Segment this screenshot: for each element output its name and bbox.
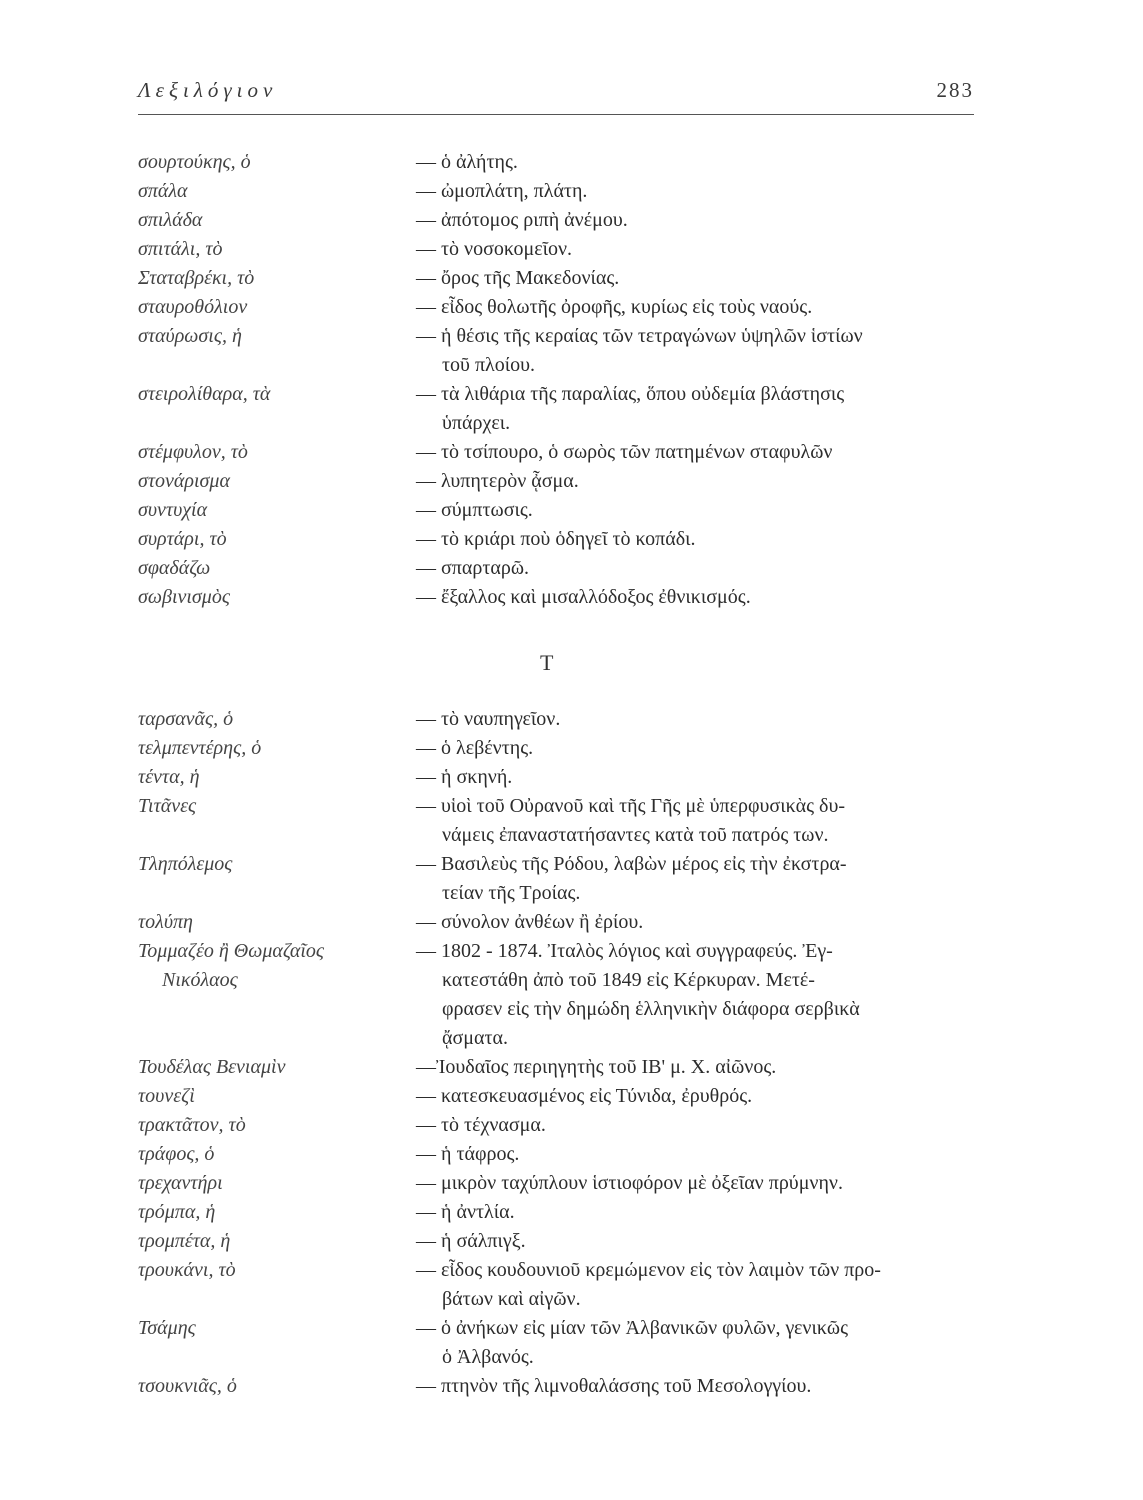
entry-term bbox=[138, 908, 416, 937]
glossary-entry bbox=[138, 1372, 988, 1401]
glossary-entry bbox=[138, 937, 988, 1053]
entry-term bbox=[138, 1256, 416, 1285]
entry-definition-line: — ὁ ἀλήτης. bbox=[416, 151, 518, 173]
entry-definition-line: — ἡ ἀντλία. bbox=[416, 1201, 515, 1223]
entry-definition bbox=[416, 467, 988, 496]
glossary-entry bbox=[138, 467, 988, 496]
entry-definition-line: — ἀπότομος ριπὴ ἀνέμου. bbox=[416, 209, 628, 231]
entry-term-line: ταρσανᾶς, ὁ bbox=[138, 708, 234, 730]
glossary-entry bbox=[138, 177, 988, 206]
entry-definition-line: — ἔξαλλος καὶ μισαλλόδοξος ἐθνικισμός. bbox=[416, 586, 751, 608]
glossary-entry bbox=[138, 1314, 988, 1372]
entry-term bbox=[138, 937, 416, 995]
entry-term bbox=[138, 496, 416, 525]
entry-definition-line: — σπαρταρῶ. bbox=[416, 557, 529, 579]
entry-definition bbox=[416, 322, 988, 380]
glossary-entry bbox=[138, 850, 988, 908]
entry-term-line: Τιτᾶνες bbox=[138, 795, 197, 817]
entry-definition-line: — ἡ σάλπιγξ. bbox=[416, 1230, 526, 1252]
glossary-entry bbox=[138, 1082, 988, 1111]
entry-definition bbox=[416, 1053, 988, 1082]
entry-definition bbox=[416, 850, 988, 908]
entry-definition-line: — ὠμοπλάτη, πλάτη. bbox=[416, 180, 588, 202]
entry-term bbox=[138, 438, 416, 467]
glossary-entry bbox=[138, 583, 988, 612]
glossary-entry bbox=[138, 1169, 988, 1198]
glossary-entry bbox=[138, 1111, 988, 1140]
entry-definition-line: — ἡ θέσις τῆς κεραίας τῶν τετραγώνων ὑψηλῶν ἱστίων bbox=[416, 325, 863, 347]
glossary-entry bbox=[138, 908, 988, 937]
entry-term bbox=[138, 264, 416, 293]
entry-definition bbox=[416, 525, 988, 554]
entry-definition-line: κατεστάθη ἀπὸ τοῦ 1849 εἰς Κέρκυραν. Μετέ- bbox=[442, 969, 815, 991]
entry-term-line: Τουδέλας Βενιαμὶν bbox=[138, 1056, 286, 1078]
glossary-section-tau bbox=[138, 705, 988, 1401]
entry-definition bbox=[416, 380, 988, 438]
entry-definition-line: — ἡ τάφρος. bbox=[416, 1143, 520, 1165]
entry-definition bbox=[416, 1140, 988, 1169]
entry-term bbox=[138, 1198, 416, 1227]
entry-definition-line: — τὰ λιθάρια τῆς παραλίας, ὅπου οὐδεμία βλάστησις bbox=[416, 383, 845, 405]
entry-term bbox=[138, 1169, 416, 1198]
entry-term bbox=[138, 734, 416, 763]
entry-term-line: σταυροθόλιον bbox=[138, 296, 248, 318]
entry-definition bbox=[416, 763, 988, 792]
entry-term-line: τελμπεντέρης, ὁ bbox=[138, 737, 262, 759]
entry-definition-line: βάτων καὶ αἰγῶν. bbox=[442, 1288, 581, 1310]
entry-definition-line: — ὄρος τῆς Μακεδονίας. bbox=[416, 267, 620, 289]
entry-term-line: τολύπη bbox=[138, 911, 193, 933]
entry-term-line: σφαδάζω bbox=[138, 557, 211, 579]
entry-term bbox=[138, 1314, 416, 1343]
entry-definition-line: ὁ Ἀλβανός. bbox=[442, 1346, 534, 1368]
entry-term-line: σωβινισμὸς bbox=[138, 586, 230, 608]
entry-term bbox=[138, 583, 416, 612]
entry-definition-line: — τὸ τέχνασμα. bbox=[416, 1114, 546, 1136]
entry-definition bbox=[416, 1314, 988, 1372]
glossary-entry bbox=[138, 293, 988, 322]
entry-term bbox=[138, 148, 416, 177]
entry-term-line: συρτάρι, τὸ bbox=[138, 528, 227, 550]
glossary-entry bbox=[138, 1198, 988, 1227]
entry-definition bbox=[416, 148, 988, 177]
entry-definition-line: — τὸ νοσοκομεῖον. bbox=[416, 238, 573, 260]
entry-term-line: σταύρωσις, ἡ bbox=[138, 325, 242, 347]
entry-term-line: Τσάμης bbox=[138, 1317, 196, 1339]
entry-term bbox=[138, 1053, 416, 1082]
entry-term bbox=[138, 705, 416, 734]
glossary-entry bbox=[138, 1227, 988, 1256]
entry-definition bbox=[416, 1256, 988, 1314]
entry-term bbox=[138, 763, 416, 792]
entry-term bbox=[138, 322, 416, 351]
entry-definition-line: — 1802 - 1874. Ἰταλὸς λόγιος καὶ συγγραφεύς. Ἐγ- bbox=[416, 940, 833, 962]
entry-term-line: Τληπόλεμος bbox=[138, 853, 233, 875]
entry-definition-line: — τὸ κριάρι ποὺ ὁδηγεῖ τὸ κοπάδι. bbox=[416, 528, 696, 550]
entry-definition bbox=[416, 1227, 988, 1256]
entry-definition bbox=[416, 1082, 988, 1111]
entry-definition bbox=[416, 705, 988, 734]
entry-term-line: τρουκάνι, τὸ bbox=[138, 1259, 236, 1281]
entry-definition-line: φρασεν εἰς τὴν δημώδη ἑλληνικὴν διάφορα σερβικὰ bbox=[442, 998, 860, 1020]
entry-definition bbox=[416, 264, 988, 293]
page-number: 283 bbox=[936, 78, 974, 102]
entry-term bbox=[138, 380, 416, 409]
entry-definition-line: — ὁ λεβέντης. bbox=[416, 737, 534, 759]
entry-definition-line: — ὁ ἀνήκων εἰς μίαν τῶν Ἀλβανικῶν φυλῶν, γενικῶς bbox=[416, 1317, 848, 1339]
entry-term-line: Σταταβρέκι, τὸ bbox=[138, 267, 255, 289]
entry-definition bbox=[416, 554, 988, 583]
glossary-entry bbox=[138, 380, 988, 438]
entry-term bbox=[138, 1140, 416, 1169]
entry-definition-line: — σύμπτωσις. bbox=[416, 499, 533, 521]
entry-term bbox=[138, 525, 416, 554]
entry-definition-line: — σύνολον ἀνθέων ἢ ἐρίου. bbox=[416, 911, 644, 933]
entry-definition-line: —Ἰουδαῖος περιηγητὴς τοῦ ΙΒ' μ. Χ. αἰῶνος. bbox=[416, 1056, 777, 1078]
entry-definition-line: — κατεσκευασμένος εἰς Τύνιδα, ἐρυθρός. bbox=[416, 1085, 753, 1107]
header-rule bbox=[138, 114, 974, 115]
entry-definition-line: — εἶδος κουδουνιοῦ κρεμώμενον εἰς τὸν λαιμὸν τῶν προ- bbox=[416, 1259, 881, 1281]
entry-definition-line: — μικρὸν ταχύπλουν ἱστιοφόρον μὲ ὀξεῖαν πρύμνην. bbox=[416, 1172, 843, 1194]
entry-term-line: τουνεζὶ bbox=[138, 1085, 195, 1107]
entry-term-line: τσουκνιᾶς, ὁ bbox=[138, 1375, 237, 1397]
entry-definition bbox=[416, 734, 988, 763]
entry-definition bbox=[416, 908, 988, 937]
glossary-entry bbox=[138, 206, 988, 235]
entry-term-line: Τομμαζέο ἢ Θωμαζαῖος bbox=[138, 940, 325, 962]
entry-term-line: σπιλάδα bbox=[138, 209, 203, 231]
entry-definition-line: — εἶδος θολωτῆς ὀροφῆς, κυρίως εἰς τοὺς ναούς. bbox=[416, 296, 813, 318]
entry-term-line: τρακτᾶτον, τὸ bbox=[138, 1114, 246, 1136]
entry-term bbox=[138, 235, 416, 264]
glossary-entry bbox=[138, 1140, 988, 1169]
entry-definition bbox=[416, 1111, 988, 1140]
entry-definition-line: — υἱοὶ τοῦ Οὐρανοῦ καὶ τῆς Γῆς μὲ ὑπερφυσικὰς δυ- bbox=[416, 795, 846, 817]
letter-heading: Τ bbox=[540, 650, 554, 675]
glossary-entry bbox=[138, 792, 988, 850]
entry-definition bbox=[416, 1372, 988, 1401]
glossary-entry bbox=[138, 235, 988, 264]
running-title: Λεξιλόγιον bbox=[138, 78, 278, 102]
entry-definition-line: τείαν τῆς Τροίας. bbox=[442, 882, 581, 904]
glossary-entry bbox=[138, 438, 988, 467]
entry-definition-line: — πτηνὸν τῆς λιμνοθαλάσσης τοῦ Μεσολογγίου. bbox=[416, 1375, 812, 1397]
entry-definition bbox=[416, 583, 988, 612]
entry-term bbox=[138, 1227, 416, 1256]
entry-term bbox=[138, 206, 416, 235]
entry-term bbox=[138, 1082, 416, 1111]
entry-term bbox=[138, 1372, 416, 1401]
glossary-entry bbox=[138, 1053, 988, 1082]
entry-term bbox=[138, 850, 416, 879]
entry-term bbox=[138, 792, 416, 821]
glossary-entry bbox=[138, 763, 988, 792]
entry-definition-line: ὑπάρχει. bbox=[442, 412, 511, 434]
glossary-entry bbox=[138, 496, 988, 525]
entry-term-line: συντυχία bbox=[138, 499, 208, 521]
entry-definition-line: — Βασιλεὺς τῆς Ρόδου, λαβὼν μέρος εἰς τὴν ἐκστρα- bbox=[416, 853, 847, 875]
entry-term-line: σπάλα bbox=[138, 180, 188, 202]
entry-definition bbox=[416, 792, 988, 850]
entry-definition-line: νάμεις ἐπαναστατήσαντες κατὰ τοῦ πατρός των. bbox=[442, 824, 829, 846]
glossary-entry bbox=[138, 322, 988, 380]
entry-term-line: τρόμπα, ἡ bbox=[138, 1201, 216, 1223]
glossary-entry bbox=[138, 705, 988, 734]
entry-definition bbox=[416, 235, 988, 264]
entry-term-line: τράφος, ὁ bbox=[138, 1143, 215, 1165]
entry-term-line: τρομπέτα, ἡ bbox=[138, 1230, 231, 1252]
entry-term bbox=[138, 1111, 416, 1140]
entry-term bbox=[138, 293, 416, 322]
glossary-entry bbox=[138, 148, 988, 177]
glossary-entry bbox=[138, 554, 988, 583]
entry-term-line: τρεχαντήρι bbox=[138, 1172, 223, 1194]
glossary-section-sigma bbox=[138, 148, 988, 612]
entry-definition bbox=[416, 206, 988, 235]
entry-definition-line: — τὸ ναυπηγεῖον. bbox=[416, 708, 561, 730]
entry-term bbox=[138, 554, 416, 583]
entry-definition bbox=[416, 1169, 988, 1198]
entry-term-line: τέντα, ἡ bbox=[138, 766, 200, 788]
glossary-entry bbox=[138, 734, 988, 763]
entry-term-line: στειρολίθαρα, τὰ bbox=[138, 383, 271, 405]
entry-definition bbox=[416, 177, 988, 206]
entry-term-line: σπιτάλι, τὸ bbox=[138, 238, 223, 260]
entry-definition bbox=[416, 496, 988, 525]
glossary-entry bbox=[138, 525, 988, 554]
entry-term-line: Νικόλαος bbox=[162, 969, 238, 991]
entry-term bbox=[138, 467, 416, 496]
glossary-entry bbox=[138, 1256, 988, 1314]
entry-term-line: στονάρισμα bbox=[138, 470, 230, 492]
entry-definition-line: — λυπητερὸν ᾆσμα. bbox=[416, 470, 579, 492]
entry-term-line: στέμφυλον, τὸ bbox=[138, 441, 248, 463]
entry-definition-line: τοῦ πλοίου. bbox=[442, 354, 536, 376]
entry-definition bbox=[416, 1198, 988, 1227]
entry-definition-line: — ἡ σκηνή. bbox=[416, 766, 513, 788]
entry-definition-line: — τὸ τσίπουρο, ὁ σωρὸς τῶν πατημένων σταφυλῶν bbox=[416, 441, 833, 463]
entry-definition bbox=[416, 293, 988, 322]
glossary-entry bbox=[138, 264, 988, 293]
entry-term bbox=[138, 177, 416, 206]
entry-term-line: σουρτούκης, ὁ bbox=[138, 151, 251, 173]
entry-definition bbox=[416, 438, 988, 467]
running-head bbox=[138, 78, 974, 108]
entry-definition bbox=[416, 937, 988, 1053]
entry-definition-line: ᾄσματα. bbox=[442, 1027, 508, 1049]
